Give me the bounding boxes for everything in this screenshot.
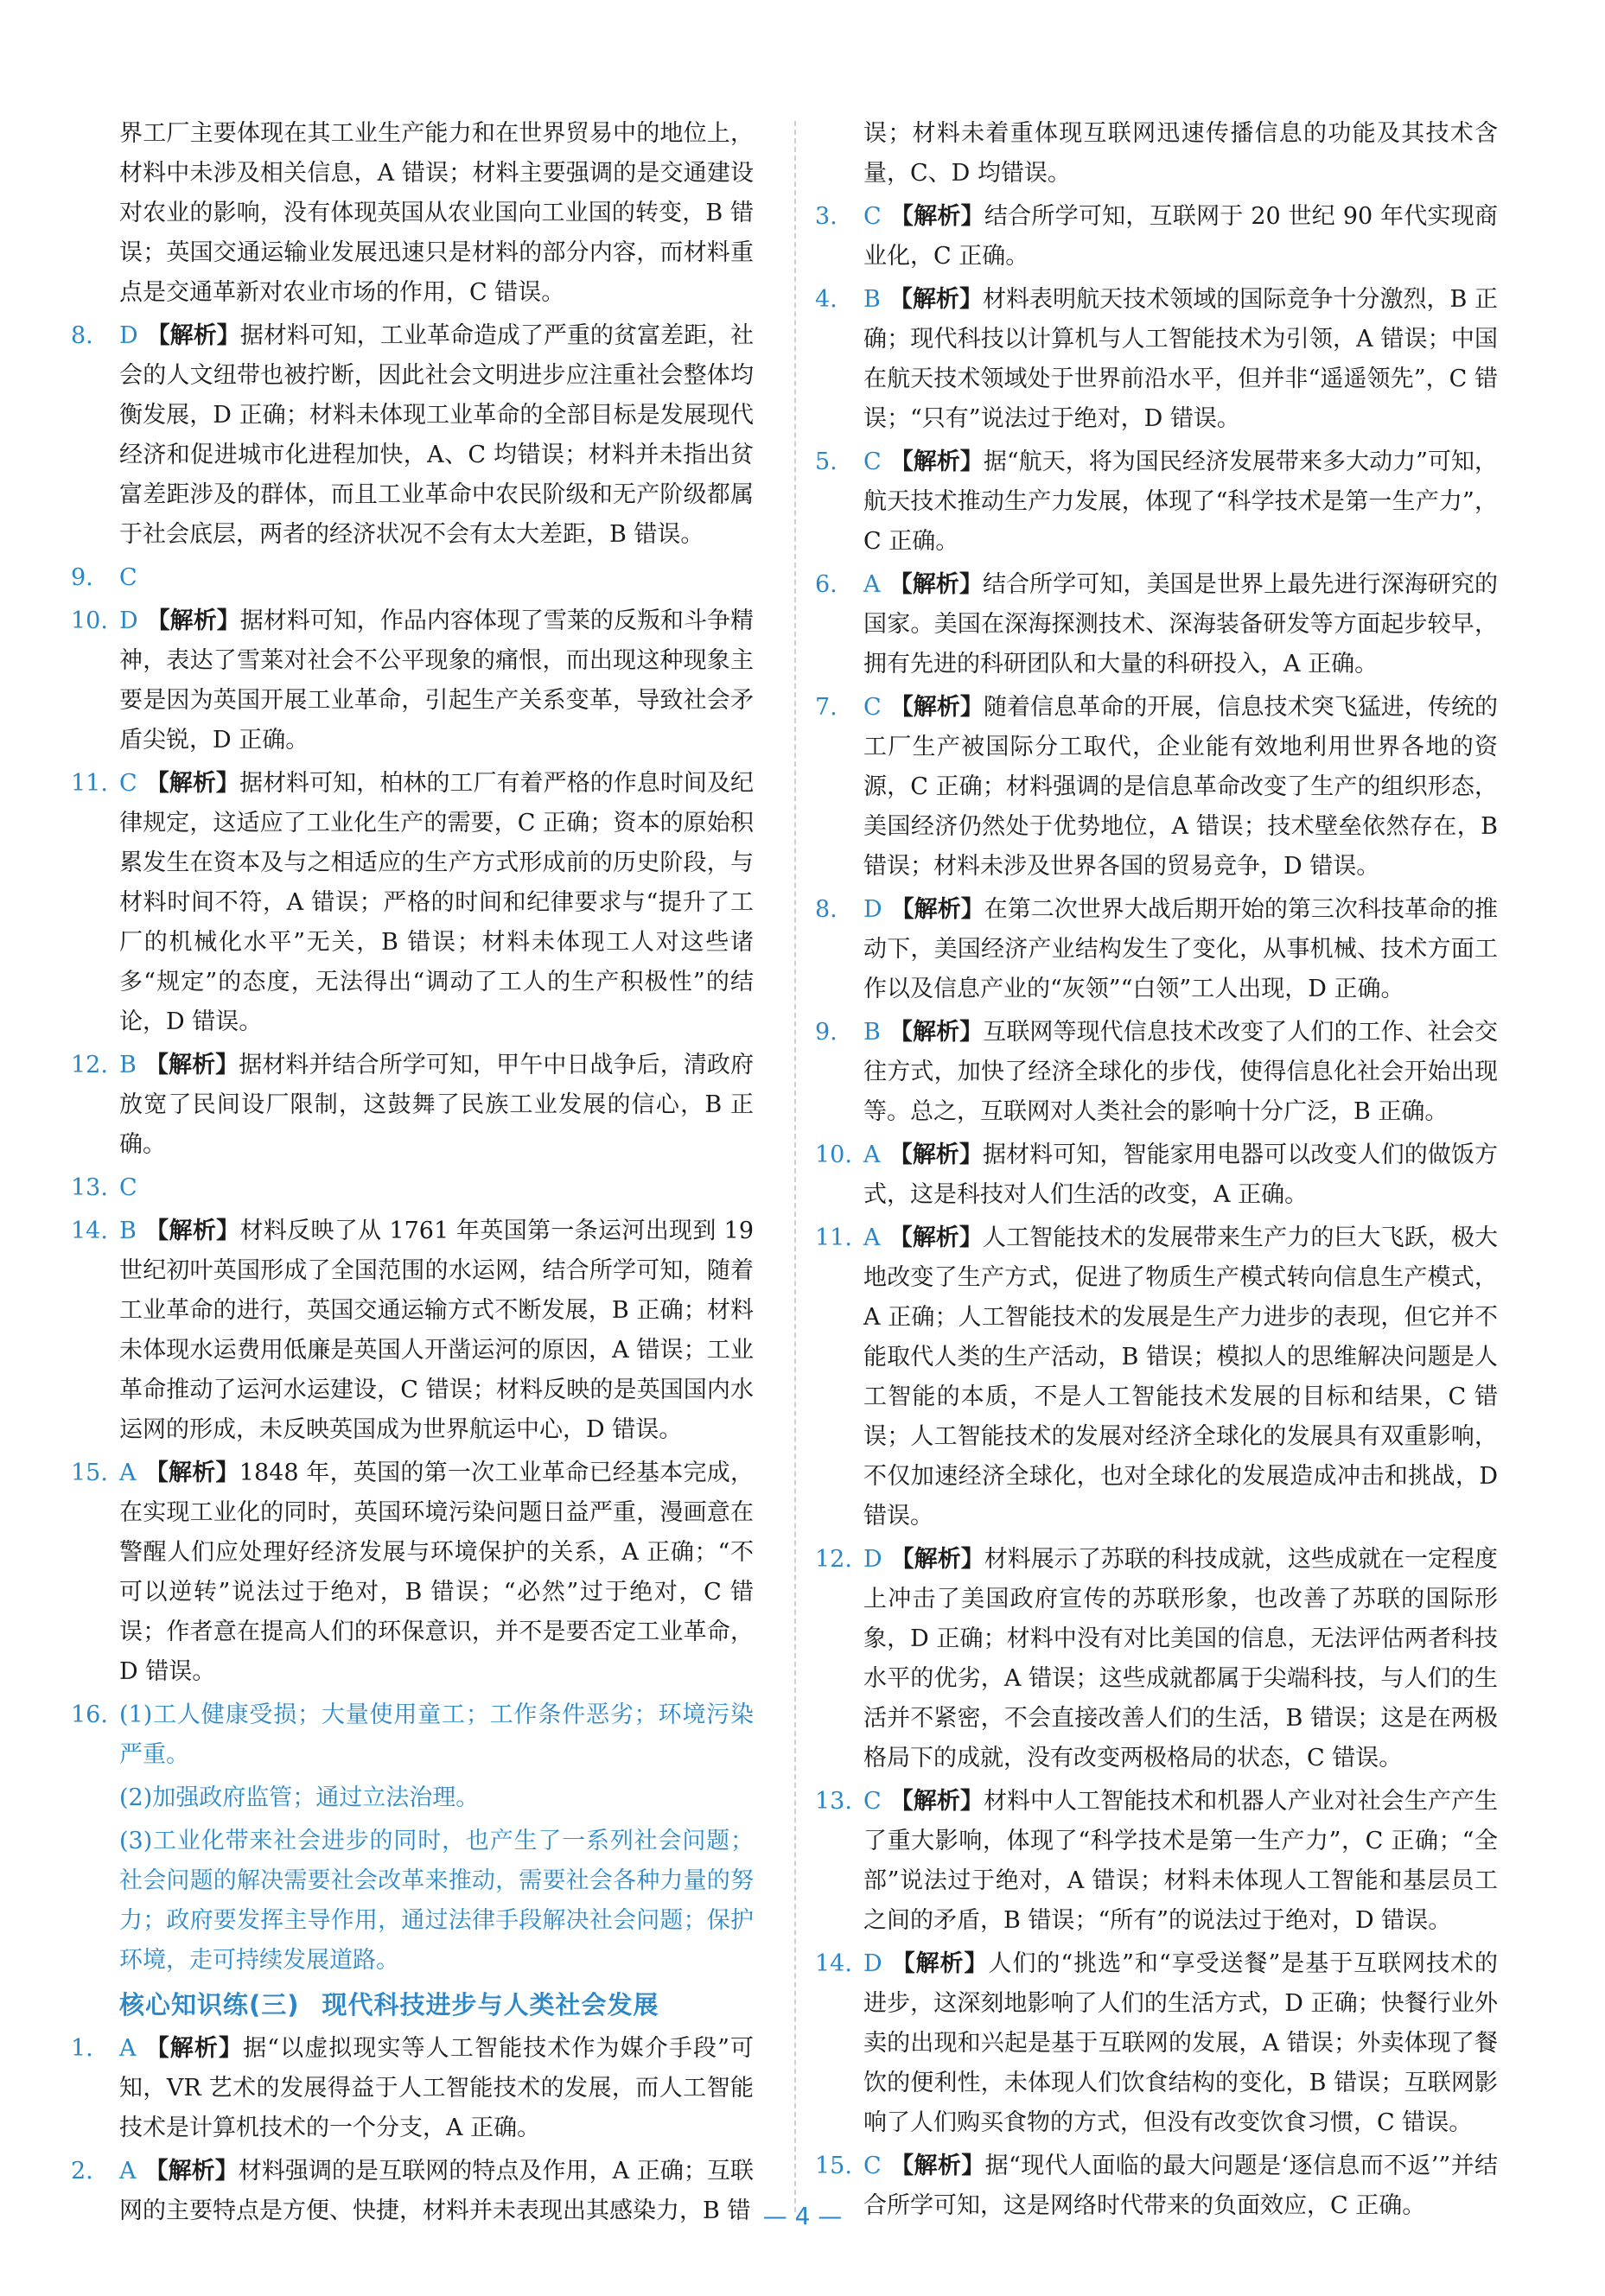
section-heading: 核心知识练(三) 现代科技进步与人类社会发展 [119, 1990, 659, 2019]
section-answer-item-1: 1. A 【解析】据“以虚拟现实等人工智能技术作为媒介手段”可知，VR 艺术的发展得益于人工智能技术的发展，而人工智能技术是计算机技术的一个分支，A 正确。 [71, 2035, 755, 2141]
section-answer-item-15: 15. C 【解析】据“现代人面临的最大问题是‘逐信息而不返’”并结合所学可知，这是网络时代带来的负面效应，C 正确。 [815, 2153, 1498, 2219]
continued-paragraph: 误；材料未着重体现互联网迅速传播信息的功能及其技术含量，C、D 均错误。 [863, 120, 1498, 187]
section-answer-item-14: 14. D 【解析】人们的“挑选”和“享受送餐”是基于互联网技术的进步，这深刻地影响了人们的生活方式，D 正确；快餐行业外卖的出现和兴起是基于互联网的发展，A 错误；外卖体现了餐饮的便利性，未体现人们饮食结构的变化，B 错误；互联网影响了人们购买食物的方式，但没有改变饮食习惯，C 错误。 [815, 1950, 1498, 2136]
section-answer-item-8: 8. D 【解析】在第二次世界大战后期开始的第三次科技革命的推动下，美国经济产业结构发生了变化，从事机械、技术方面工作以及信息产业的“灰领”“白领”工人出现，D 正确。 [815, 896, 1499, 1002]
section-answer-item-7: 7. C 【解析】随着信息革命的开展，信息技术突飞猛进，传统的工厂生产被国际分工取代，企业能有效地利用世界各地的资源，C 正确；材料强调的是信息革命改变了生产的组织形态，美国经济仍然处于优势地位，A 错误；技术壁垒依然存在，B 错误；材料未涉及世界各国的贸易竞争，D 错误。 [815, 694, 1499, 880]
answer-16-part-2: (2)加强政府监管；通过立法治理。 [119, 1784, 480, 1811]
section-answer-item-4: 4. B 【解析】材料表明航天技术领域的国际竞争十分激烈，B 正确；现代科技以计算机与人工智能技术为引领，A 错误；中国在航天技术领域处于世界前沿水平，但并非“遥遥领先”，C 错误；“只有”说法过于绝对，D 错误。 [815, 286, 1498, 432]
answer-item-14: 14. B 【解析】材料反映了从 1761 年英国第一条运河出现到 19 世纪初叶英国形成了全国范围的水运网，结合所学可知，随着工业革命的进行，英国交通运输方式不断发展，B 正确；材料未体现水运费用低廉是英国人开凿运河的原因，A 错误；工业革命推动了运河水运建设，C 错误；材料反映的是英国国内水运网的形成，未反映英国成为世界航运中心，D 错误。 [71, 1218, 754, 1443]
answer-item-16: 16. (1)工人健康受损；大量使用童工；工作条件恶劣；环境污染严重。 [71, 1701, 754, 1768]
page-number: — 4 — [762, 2202, 843, 2230]
answer-16-part-3: (3)工业化带来社会进步的同时，也产生了一系列社会问题；社会问题的解决需要社会改革来推动，需要社会各种力量的努力；政府要发挥主导作用，通过法律手段解决社会问题；保护环境，走可持续发展道路。 [119, 1828, 754, 1974]
section-answer-item-3: 3. C 【解析】结合所学可知，互联网于 20 世纪 90 年代实现商业化，C 正确。 [815, 203, 1499, 270]
answer-item-12: 12. B 【解析】据材料并结合所学可知，甲午中日战争后，清政府放宽了民间设厂限制，这鼓舞了民族工业发展的信心，B 正确。 [71, 1052, 755, 1158]
answer-item-11: 11. C 【解析】据材料可知，柏林的工厂有着严格的作息时间及纪律规定，这适应了工业化生产的需要，C 正确；资本的原始积累发生在资本及与之相适应的生产方式形成前的历史阶段，与材料时间不符，A 错误；严格的时间和纪律要求与“提升了工厂的机械化水平”无关，B 错误；材料未体现工人对这些诸多“规定”的态度，无法得出“调动了工人的生产积极性”的结论，D 错误。 [71, 770, 755, 1035]
answer-item-9: 9. C [71, 564, 137, 591]
section-answer-item-10: 10. A 【解析】据材料可知，智能家用电器可以改变人们的做饭方式，这是科技对人们生活的改变，A 正确。 [815, 1142, 1499, 1208]
column-divider [794, 121, 796, 2212]
section-answer-item-11: 11. A 【解析】人工智能技术的发展带来生产力的巨大飞跃，极大地改变了生产方式，促进了物质生产模式转向信息生产模式，A 正确；人工智能技术的发展是生产力进步的表现，但它并不能取代人类的生产活动，B 错误；模拟人的思维解决问题是人工智能的本质，不是人工智能技术发展的目标和结果，C 错误；人工智能技术的发展对经济全球化的发展具有双重影响，不仅加速经济全球化，也对全球化的发展造成冲击和挑战，D 错误。 [815, 1224, 1499, 1530]
section-answer-item-6: 6. A 【解析】结合所学可知，美国是世界上最先进行深海研究的国家。美国在深海探测技术、深海装备研发等方面起步较早，拥有先进的科研团队和大量的科研投入，A 正确。 [815, 571, 1499, 677]
answer-item-13: 13. C [71, 1174, 137, 1201]
section-answer-item-5: 5. C 【解析】据“航天，将为国民经济发展带来多大动力”可知，航天技术推动生产力发展，体现了“科学技术是第一生产力”，C 正确。 [815, 448, 1499, 555]
answer-item-10: 10. D 【解析】据材料可知，作品内容体现了雪莱的反叛和斗争精神，表达了雪莱对社会不公平现象的痛恨，而出现这种现象主要是因为英国开展工业革命，引起生产关系变革，导致社会矛盾尖锐，D 正确。 [71, 607, 755, 754]
section-answer-item-12: 12. D 【解析】材料展示了苏联的科技成就，这些成就在一定程度上冲击了美国政府宣传的苏联形象，也改善了苏联的国际形象，D 正确；材料中没有对比美国的信息，无法评估两者科技水平的优劣，A 错误；这些成就都属于尖端科技，与人们的生活并不紧密，不会直接改善人们的生活，B 错误；这是在两极格局下的成就，没有改变两极格局的状态，C 错误。 [815, 1546, 1499, 1771]
left-column [71, 114, 754, 2235]
answer-item-15: 15. A 【解析】1848 年，英国的第一次工业革命已经基本完成，在实现工业化的同时，英国环境污染问题日益严重，漫画意在警醒人们应处理好经济发展与环境保护的关系，A 正确；“不可以逆转”说法过于绝对，B 错误；“必然”过于绝对，C 错误；作者意在提高人们的环保意识，并不是要否定工业革命，D 错误。 [71, 1460, 755, 1685]
right-column [815, 114, 1498, 2229]
section-answer-item-13: 13. C 【解析】材料中人工智能技术和机器人产业对社会生产产生了重大影响，体现了“科学技术是第一生产力”，C 正确；“全部”说法过于绝对，A 错误；材料未体现人工智能和基层员工之间的矛盾，B 错误；“所有”的说法过于绝对，D 错误。 [815, 1788, 1499, 1934]
answer-item-8: 8. D 【解析】据材料可知，工业革命造成了严重的贫富差距，社会的人文纽带也被拧断，因此社会文明进步应注重社会整体均衡发展，D 正确；材料未体现工业革命的全部目标是发展现代经济和促进城市化进程加快，A、C 均错误；材料并未指出贫富差距涉及的群体，而且工业革命中农民阶级和无产阶级都属于社会底层，两者的经济状况不会有太大差距，B 错误。 [71, 322, 755, 548]
continued-paragraph: 界工厂主要体现在其工业生产能力和在世界贸易中的地位上，材料中未涉及相关信息，A 错误；材料主要强调的是交通建设对农业的影响，没有体现英国从农业国向工业国的转变，B 错误；英国交通运输业发展迅速只是材料的部分内容，而材料重点是交通革新对农业市场的作用，C 错误。 [119, 120, 754, 306]
section-answer-item-2: 2. A 【解析】材料强调的是互联网的特点及作用，A 正确；互联网的主要特点是方便、快捷，材料并未表现出其感染力，B 错 [71, 2158, 754, 2224]
section-answer-item-9: 9. B 【解析】互联网等现代信息技术改变了人们的工作、社会交往方式，加快了经济全球化的步伐，使得信息化社会开始出现等。总之，互联网对人类社会的影响十分广泛，B 正确。 [815, 1019, 1499, 1125]
